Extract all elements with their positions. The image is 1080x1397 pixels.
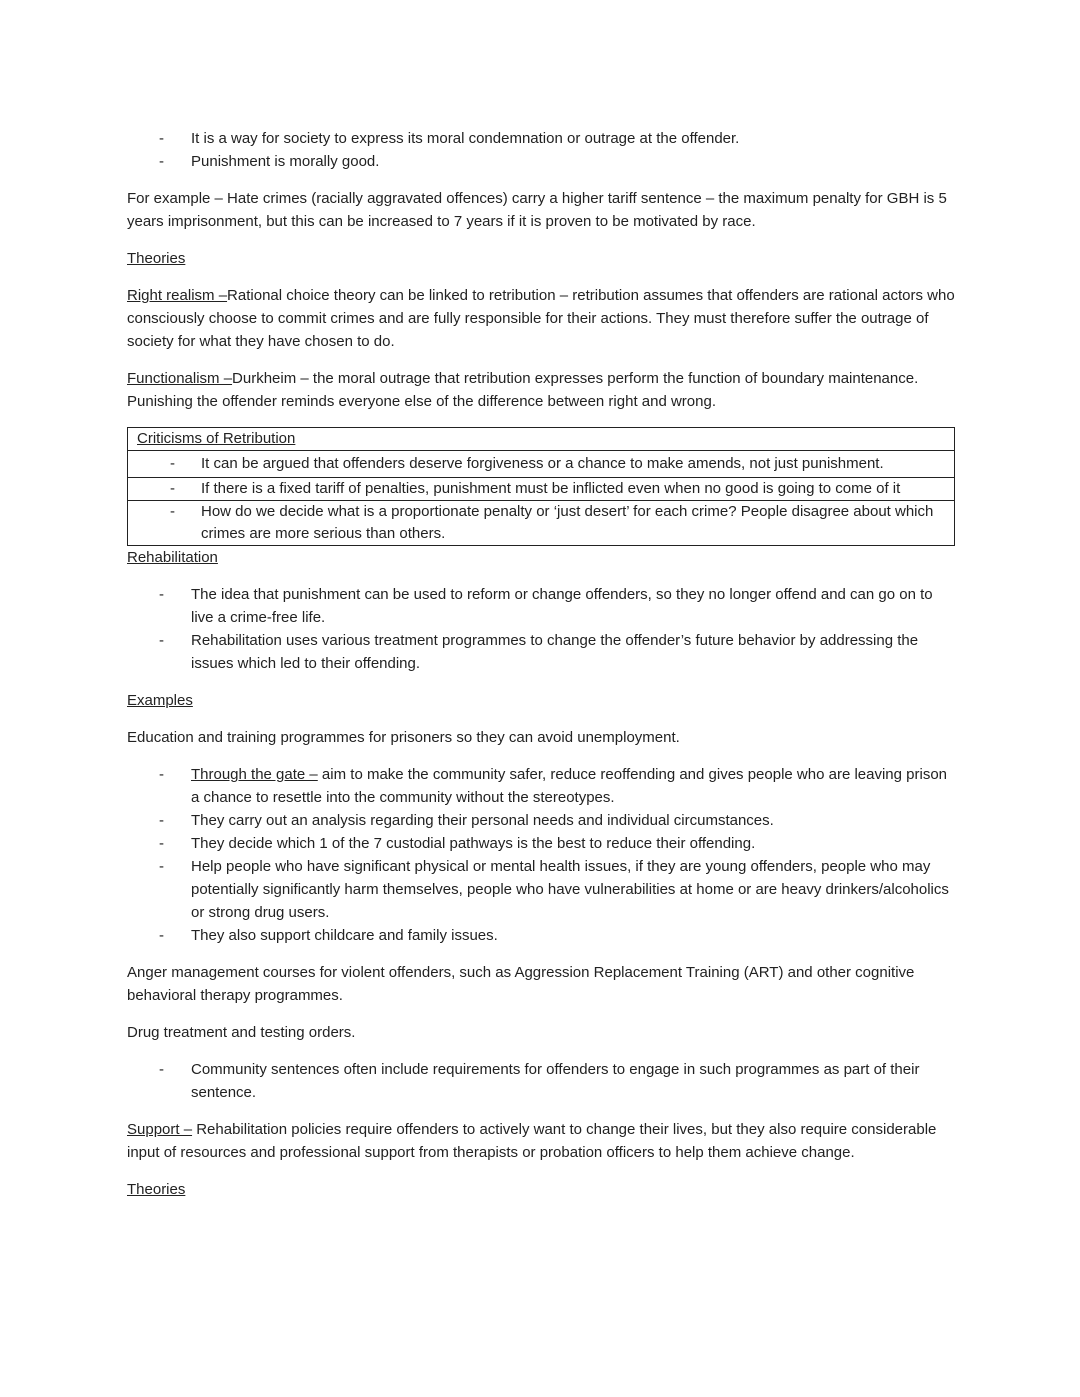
support-paragraph: Support – Rehabilitation policies require offenders to actively want to change their lives, but they also require considerable input of resources and professional support from therapists or probation officers to help them achieve change. (127, 1121, 937, 1161)
list-item: - Community sentences often include requirements for offenders to engage in such programmes as part of their sentence. (159, 1061, 920, 1101)
list-item: - They decide which 1 of the 7 custodial pathways is the best to reduce their offending. (159, 835, 756, 852)
list-item: - Rehabilitation uses various treatment programmes to change the offender’s future behavior by addressing the issues which led to their offending. (159, 632, 919, 672)
list-item: - Through the gate – aim to make the community safer, reduce reoffending and gives people who are leaving prison a chance to resettle into the community without the stereotypes. (159, 766, 948, 806)
right-realism-paragraph: Right realism –Rational choice theory can be linked to retribution – retribution assumes that offenders are rational actors who consciously choose to commit crimes and are fully responsible for their actions. They must therefore suffer the outrage of society for what they have chosen to do. (127, 287, 955, 350)
rehabilitation-heading: Rehabilitation (127, 549, 218, 566)
table-row: - How do we decide what is a proportionate penalty or ‘just desert’ for each crime? People disagree about which crimes are more serious than others. (128, 501, 955, 546)
list-item: - Punishment is morally good. (159, 153, 380, 170)
functionalism-label: Functionalism – (127, 370, 233, 387)
drug-paragraph: Drug treatment and testing orders. (127, 1024, 356, 1041)
through-gate-label: Through the gate – (191, 766, 318, 783)
education-paragraph: Education and training programmes for prisoners so they can avoid unemployment. (127, 729, 680, 746)
functionalism-paragraph: Functionalism –Durkheim – the moral outrage that retribution expresses perform the function of boundary maintenance. Punishing the offender reminds everyone else of the difference between right and wrong. (127, 370, 919, 410)
document-page (127, 127, 955, 1201)
retribution-bullets (127, 127, 955, 173)
through-gate-bullets (127, 763, 955, 947)
rehabilitation-bullets (127, 583, 955, 675)
list-item: - They carry out an analysis regarding their personal needs and individual circumstances. (159, 812, 774, 829)
criticisms-table (127, 427, 955, 546)
examples-heading: Examples (127, 692, 193, 709)
example-paragraph: For example – Hate crimes (racially aggravated offences) carry a higher tariff sentence – the maximum penalty for GBH is 5 years imprisonment, but this can be increased to 7 years if it is proven to be motivated by race. (127, 190, 947, 230)
table-row: - If there is a fixed tariff of penalties, punishment must be inflicted even when no good is going to come of it (128, 478, 955, 501)
anger-paragraph: Anger management courses for violent offenders, such as Aggression Replacement Training (ART) and other cognitive behavioral therapy programmes. (127, 964, 915, 1004)
list-item: - The idea that punishment can be used to reform or change offenders, so they no longer offend and can go on to live a crime-free life. (159, 586, 933, 626)
criticisms-heading: Criticisms of Retribution (137, 430, 296, 447)
support-label: Support – (127, 1121, 193, 1138)
right-realism-label: Right realism – (127, 287, 228, 304)
list-item: - They also support childcare and family issues. (159, 927, 498, 944)
theories-heading-2: Theories (127, 1181, 186, 1198)
theories-heading: Theories (127, 250, 186, 267)
list-item: - Help people who have significant physical or mental health issues, if they are young offenders, people who may potentially significantly harm themselves, people who have vulnerabilities at home or are heavy drinkers/alcoholics or strong drug users. (159, 858, 949, 921)
community-bullets (127, 1058, 955, 1104)
list-item: - It is a way for society to express its moral condemnation or outrage at the offender. (159, 130, 740, 147)
table-row: - It can be argued that offenders deserve forgiveness or a chance to make amends, not just punishment. (128, 451, 955, 478)
